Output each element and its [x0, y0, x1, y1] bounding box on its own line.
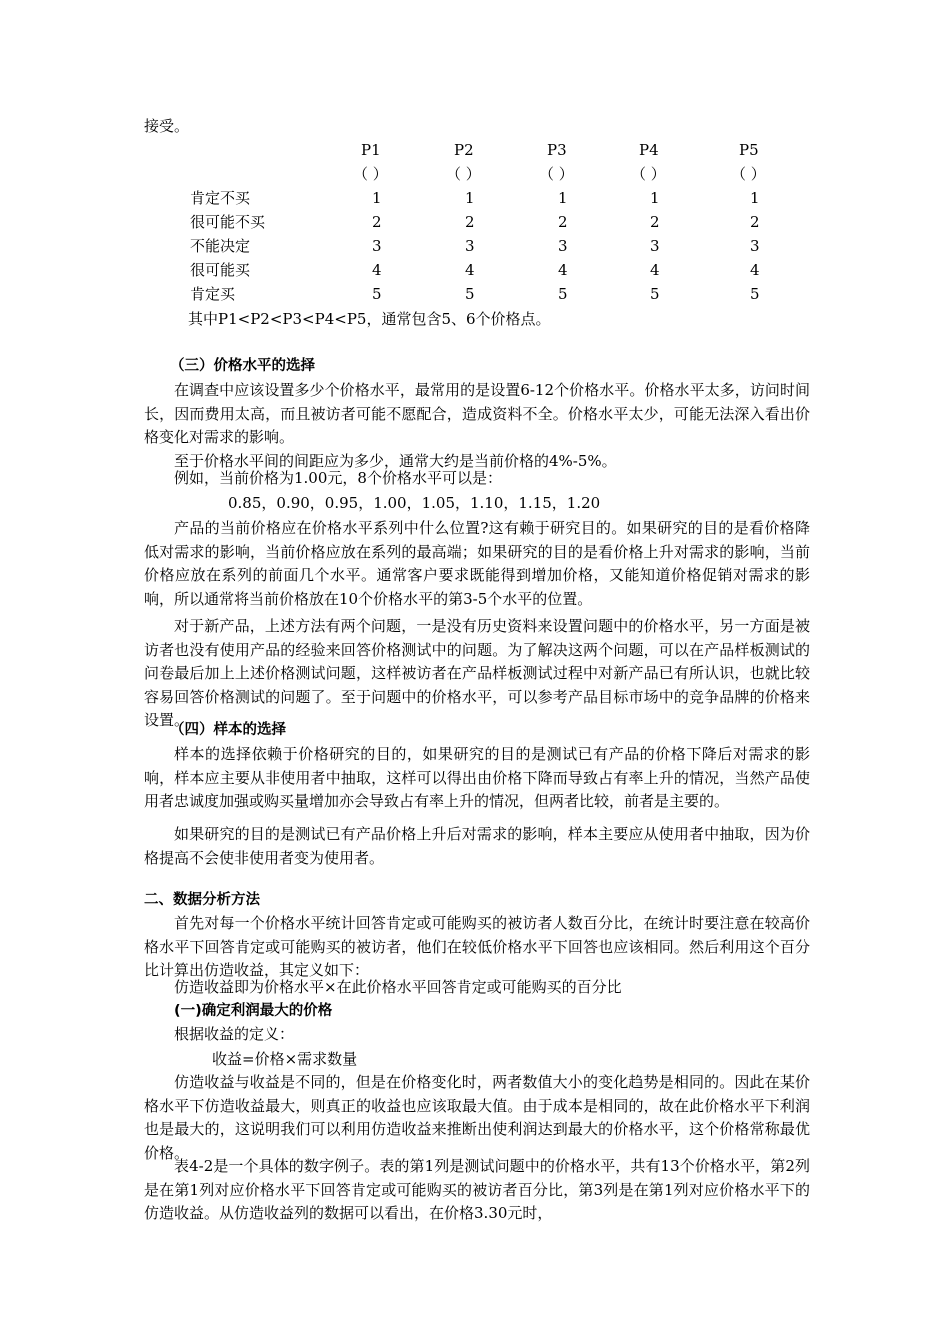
section-heading: （三）价格水平的选择 — [170, 358, 315, 374]
table-row-label: 肯定买 — [190, 285, 236, 303]
table-header: P1 — [361, 141, 381, 159]
paragraph: 仿造收益与收益是不同的，但是在价格变化时，两者数值大小的变化趋势是相同的。因此在某价格水平下仿造收益最大，则真正的收益也应该取最大值。由于成本是相同的，故在此价格水平下利润也是最大的，这说明我们可以利用仿造收益来推断出使利润达到最大的价格水平，这个价格常称最优价格。 — [144, 1073, 810, 1162]
table-cell: 4 — [558, 261, 568, 279]
table-row-label: 不能决定 — [190, 237, 251, 255]
table-cell: 2 — [372, 213, 382, 231]
paragraph: 首先对每一个价格水平统计回答肯定或可能购买的被访者人数百分比，在统计时要注意在较高价格水平下回答肯定或可能购买的被访者，他们在较低价格水平下回答也应该相同。然后利用这个百分比计算出仿造收益，其定义如下： — [144, 914, 810, 979]
table-row-label: 很可能买 — [190, 261, 251, 279]
table-cell: 1 — [650, 189, 660, 207]
table-cell: 2 — [558, 213, 568, 231]
paragraph: 例如，当前价格为1.00元，8个价格水平可以是： — [174, 469, 502, 487]
formula: 收益=价格×需求数量 — [212, 1050, 358, 1068]
price-list: 0.85，0.90，0.95，1.00，1.05，1.10，1.15，1.20 — [228, 494, 601, 512]
table-blank: （ ） — [631, 165, 666, 183]
table-header: P3 — [547, 141, 567, 159]
paragraph: 至于价格水平间的间距应为多少，通常大约是当前价格的4%-5%。 — [174, 452, 617, 470]
table-blank: （ ） — [446, 165, 481, 183]
table-cell: 4 — [465, 261, 475, 279]
table-cell: 3 — [750, 237, 760, 255]
table-cell: 2 — [465, 213, 475, 231]
table-cell: 5 — [650, 285, 660, 303]
paragraph: 产品的当前价格应在价格水平系列中什么位置?这有赖于研究目的。如果研究的目的是看价格降低对需求的影响，当前价格应放在系列的最高端；如果研究的目的是看价格上升对需求的影响，当前价格应放在系列的前面几个水平。通常客户要求既能得到增加价格，又能知道价格促销对需求的影响，所以通常将当前价格放在10个价格水平的第3-5个水平的位置。 — [144, 519, 810, 608]
table-row-label: 肯定不买 — [190, 189, 251, 207]
table-blank: （ ） — [731, 165, 766, 183]
table-row-label: 很可能不买 — [190, 213, 266, 231]
table-cell: 5 — [750, 285, 760, 303]
table-cell: 1 — [558, 189, 568, 207]
table-cell: 5 — [372, 285, 382, 303]
table-cell: 1 — [372, 189, 382, 207]
table-cell: 3 — [465, 237, 475, 255]
paragraph: 表4-2是一个具体的数字例子。表的第1列是测试问题中的价格水平，共有13个价格水平，第2列是在第1列对应价格水平下回答肯定或可能购买的被访者百分比，第3列是在第1列对应价格水平下的仿造收益。从仿造收益列的数据可以看出，在价格3.30元时， — [144, 1157, 810, 1222]
table-cell: 5 — [465, 285, 475, 303]
paragraph: 样本的选择依赖于价格研究的目的，如果研究的目的是测试已有产品的价格下降后对需求的影响，样本应主要从非使用者中抽取，这样可以得出由价格下降而导致占有率上升的情况，当然产品使用者忠诚度加强或购买量增加亦会导致占有率上升的情况，但两者比较，前者是主要的。 — [144, 745, 810, 810]
table-cell: 1 — [465, 189, 475, 207]
table-cell: 4 — [650, 261, 660, 279]
table-cell: 3 — [372, 237, 382, 255]
table-cell: 3 — [650, 237, 660, 255]
table-cell: 1 — [750, 189, 760, 207]
paragraph: 根据收益的定义： — [174, 1025, 295, 1043]
table-cell: 2 — [650, 213, 660, 231]
table-cell: 4 — [750, 261, 760, 279]
table-cell: 2 — [750, 213, 760, 231]
intro-tail: 接受。 — [144, 117, 190, 135]
section-heading: （四）样本的选择 — [170, 722, 286, 738]
table-header: P5 — [739, 141, 759, 159]
table-cell: 5 — [558, 285, 568, 303]
table-blank: （ ） — [539, 165, 574, 183]
paragraph: 仿造收益即为价格水平×在此价格水平回答肯定或可能购买的百分比 — [174, 978, 622, 996]
table-header: P2 — [454, 141, 474, 159]
table-header: P4 — [639, 141, 659, 159]
paragraph: 如果研究的目的是测试已有产品价格上升后对需求的影响，样本主要应从使用者中抽取，因为价格提高不会使非使用者变为使用者。 — [144, 825, 810, 867]
table-cell: 3 — [558, 237, 568, 255]
table-blank: （ ） — [353, 165, 388, 183]
part-heading: 二、数据分析方法 — [144, 892, 260, 908]
table-note: 其中P1<P2<P3<P4<P5，通常包含5、6个价格点。 — [188, 310, 551, 328]
paragraph: 在调查中应该设置多少个价格水平，最常用的是设置6-12个价格水平。价格水平太多，访问时间长，因而费用太高，而且被访者可能不愿配合，造成资料不全。价格水平太少，可能无法深入看出价格变化对需求的影响。 — [144, 381, 810, 446]
table-cell: 4 — [372, 261, 382, 279]
subsection-heading: (一)确定利润最大的价格 — [174, 1003, 333, 1019]
paragraph: 对于新产品，上述方法有两个问题，一是没有历史资料来设置问题中的价格水平，另一方面是被访者也没有使用产品的经验来回答价格测试中的问题。为了解决这两个问题，可以在产品样板测试的问卷最后加上上述价格测试问题，这样被访者在产品样板测试过程中对新产品已有所认识，也就比较容易回答价格测试的问题了。至于问题中的价格水平，可以参考产品目标市场中的竞争品牌的价格来设置。 — [144, 617, 810, 729]
